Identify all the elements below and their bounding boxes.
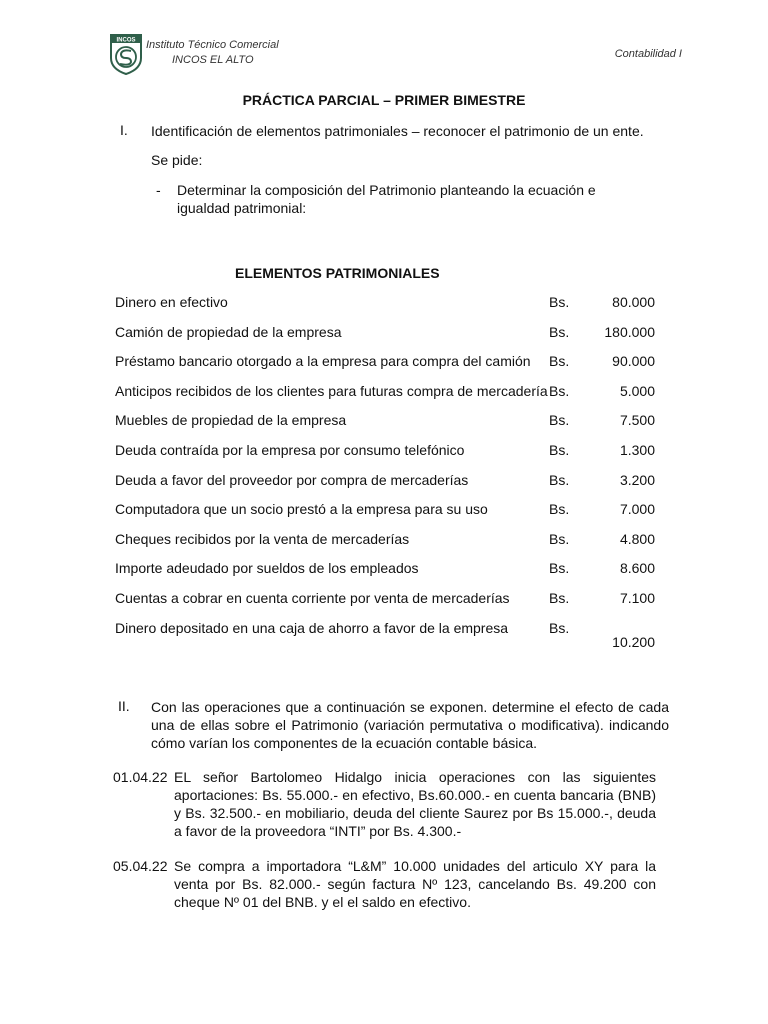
currency-label: Bs.: [549, 589, 570, 606]
item-amount: 5.000: [619, 382, 655, 399]
page-title: PRÁCTICA PARCIAL – PRIMER BIMESTRE: [242, 92, 526, 108]
subject-label: Contabilidad I: [614, 48, 682, 60]
operation-date: 05.04.22: [113, 858, 168, 874]
currency-label: Bs.: [549, 441, 570, 458]
item-label: Camión de propiedad de la empresa: [115, 323, 342, 340]
currency-label: Bs.: [549, 501, 570, 518]
table-row: [115, 381, 655, 411]
item-label: Préstamo bancario otorgado a la empresa para compra del camión: [115, 353, 531, 370]
item-amount: 180.000: [604, 323, 655, 340]
item-label: Deuda contraída por la empresa por consumo telefónico: [115, 441, 465, 458]
item-amount: 3.200: [619, 471, 655, 488]
table-row: [115, 470, 655, 500]
item-label: Cheques recibidos por la venta de mercaderías: [115, 530, 410, 547]
item-amount: 80.000: [612, 294, 655, 310]
item-amount: 10.200: [612, 633, 655, 650]
table-row: [115, 440, 655, 470]
currency-label: Bs.: [549, 412, 570, 429]
operation-text: Se compra a importadora “L&M” 10.000 unidades del articulo XY para la venta por Bs. 82.000.- según factura Nº 123, cancelando Bs. 49.200 con cheque Nº 01 del BNB. y el el saldo en efectivo.: [174, 858, 656, 910]
item-label: Computadora que un socio prestó a la empresa para su uso: [115, 501, 488, 518]
currency-label: Bs.: [549, 471, 570, 488]
table-row: [115, 499, 655, 529]
instruction-text: Determinar la composición del Patrimonio planteando la ecuación e igualdad patrimonial:: [177, 182, 596, 216]
operation-date: 01.04.22: [113, 769, 168, 785]
section-1-heading: Identificación de elementos patrimoniales – reconocer el patrimonio de un ente.: [151, 123, 644, 139]
item-amount: 1.300: [619, 441, 655, 458]
item-label: Anticipos recibidos de los clientes para futuras compra de mercadería: [115, 382, 548, 399]
currency-label: Bs.: [549, 619, 570, 636]
institution-line-1: Instituto Técnico Comercial: [146, 39, 279, 51]
currency-label: Bs.: [549, 382, 570, 399]
section-2-number: II.: [118, 698, 130, 714]
item-label: Muebles de propiedad de la empresa: [115, 412, 347, 429]
operation-text: EL señor Bartolomeo Hidalgo inicia operaciones con las siguientes aportaciones: Bs. 55.000.- en efectivo, Bs.60.000.- en cuenta bancaria (BNB) y Bs. 32.500.- en mobiliario, deuda del cliente Saurez por Bs 15.000.-, deuda a favor de la proveedora “INTI” por Bs. 4.300.-: [174, 769, 656, 839]
se-pide-label: Se pide:: [151, 152, 203, 168]
item-label: Dinero en efectivo: [115, 294, 228, 310]
item-label: Importe adeudado por sueldos de los empleados: [115, 560, 419, 577]
currency-label: Bs.: [549, 560, 570, 577]
table-row: [115, 322, 655, 352]
currency-label: Bs.: [549, 294, 570, 310]
item-label: Cuentas a cobrar en cuenta corriente por venta de mercaderías: [115, 589, 510, 606]
item-label: Dinero depositado en una caja de ahorro a favor de la empresa: [115, 619, 509, 636]
logo-text: INCOS: [116, 37, 136, 44]
table-row: [115, 351, 655, 381]
institution-name: [146, 38, 279, 68]
instruction-dash: -: [156, 182, 161, 198]
item-amount: 7.500: [619, 412, 655, 429]
section-1-number: I.: [120, 122, 128, 138]
currency-label: Bs.: [549, 323, 570, 340]
item-label: Deuda a favor del proveedor por compra de mercaderías: [115, 471, 469, 488]
table-row: [115, 292, 655, 322]
table-row: [115, 618, 655, 662]
item-amount: 7.100: [619, 589, 655, 606]
table-row: [115, 529, 655, 559]
section-2-text: Con las operaciones que a continuación se exponen. determine el efecto de cada una de ellas sobre el Patrimonio (variación permutativa o modificativa). indicando cómo varían los componentes de la ecuación contable básica.: [151, 699, 669, 751]
item-amount: 90.000: [612, 353, 655, 370]
incos-logo: [108, 32, 144, 76]
institution-line-2: INCOS EL ALTO: [172, 54, 254, 66]
table-row: [115, 558, 655, 588]
table-row: [115, 410, 655, 440]
item-amount: 4.800: [619, 530, 655, 547]
elements-table: [115, 292, 655, 662]
item-amount: 7.000: [619, 501, 655, 518]
currency-label: Bs.: [549, 530, 570, 547]
elements-heading: ELEMENTOS PATRIMONIALES: [235, 265, 440, 281]
currency-label: Bs.: [549, 353, 570, 370]
table-row: [115, 588, 655, 618]
item-amount: 8.600: [619, 560, 655, 577]
